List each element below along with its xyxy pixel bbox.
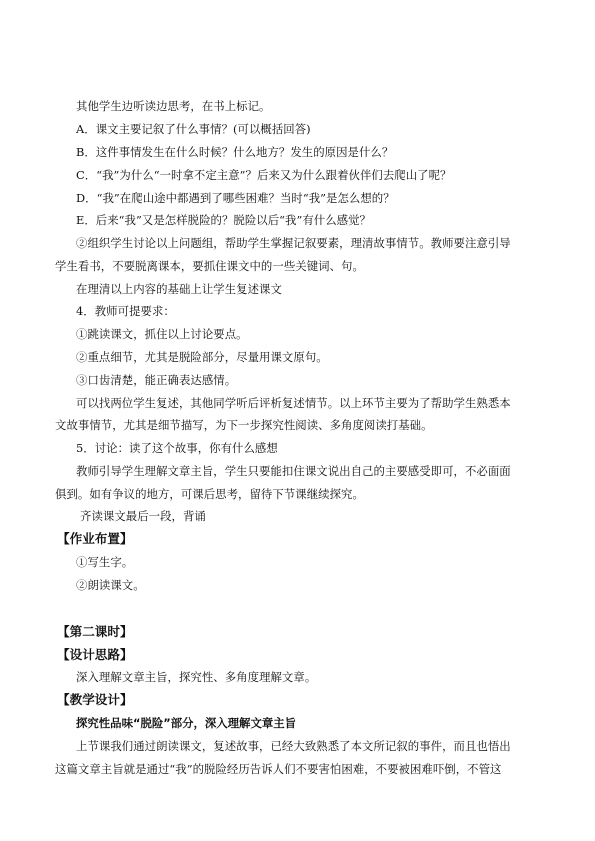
question-e: E．后来“我”又是怎样脱险的？脱险以后“我”有什么感觉？ xyxy=(76,213,371,227)
text-line: 俱到。如有争议的地方，可课后思考，留待下节课继续探究。 xyxy=(55,487,364,501)
question-c: C．“我”为什么“一时拿不定主意”？后来又为什么跟着伙伴们去爬山了呢？ xyxy=(76,168,452,182)
teaching-heading: 【教学设计】 xyxy=(57,692,133,707)
design-heading: 【设计思路】 xyxy=(57,647,133,662)
text-line: 5．讨论：读了这个故事，你有什么感想 xyxy=(76,441,278,455)
text-line: 文故事情节，尤其是细节描写，为下一步探究性阅读、多角度阅读打基础。 xyxy=(55,418,433,432)
second-lesson-heading: 【第二课时】 xyxy=(57,624,133,639)
text-line: ②组织学生讨论以上问题组，帮助学生掌握记叙要素，理清故事情节。教师要注意引导 xyxy=(76,236,511,250)
question-a: A．课文主要记叙了什么事情？(可以概括回答) xyxy=(76,122,311,136)
design-text: 深入理解文章主旨，探究性、多角度理解文章。 xyxy=(76,670,317,684)
question-d: D．“我”在爬山途中都遇到了哪些困难？当时“我”是怎么想的？ xyxy=(76,191,395,205)
text-line: 4．教师可提要求： xyxy=(76,304,175,318)
text-line: 这篇文章主旨就是通过“我”的脱险经历告诉人们不要害怕困难，不要被困难吓倒，不管这 xyxy=(55,762,502,776)
homework-heading: 【作业布置】 xyxy=(57,531,133,546)
teaching-subheading: 探究性品味“脱险”部分，深入理解文章主旨 xyxy=(76,716,297,730)
text-line: 可以找两位学生复述，其他同学听后评析复述情节。以上环节主要为了帮助学生熟悉本 xyxy=(76,396,511,410)
list-item: ③口齿清楚，能正确表达感情。 xyxy=(76,373,237,387)
question-b: B．这件事情发生在什么时候？什么地方？发生的原因是什么？ xyxy=(76,145,394,159)
text-line: 齐读课文最后一段，背诵 xyxy=(80,509,206,523)
homework-item: ②朗读课文。 xyxy=(76,578,145,592)
list-item: ①跳读课文，抓住以上讨论要点。 xyxy=(76,327,248,341)
text-line: 学生看书，不要脱离课本，要抓住课文中的一些关键词、句。 xyxy=(55,259,364,273)
text-line: 上节课我们通过朗读课文，复述故事，已经大致熟悉了本文所记叙的事件，而且也悟出 xyxy=(76,739,511,753)
text-line: 在理清以上内容的基础上让学生复述课文 xyxy=(76,282,282,296)
text-line: 教师引导学生理解文章主旨，学生只要能扣住课文说出自己的主要感受即可，不必面面 xyxy=(76,464,511,478)
homework-item: ①写生字。 xyxy=(76,555,134,569)
list-item: ②重点细节，尤其是脱险部分，尽量用课文原句。 xyxy=(76,350,328,364)
text-line: 其他学生边听读边思考，在书上标记。 xyxy=(76,99,271,113)
